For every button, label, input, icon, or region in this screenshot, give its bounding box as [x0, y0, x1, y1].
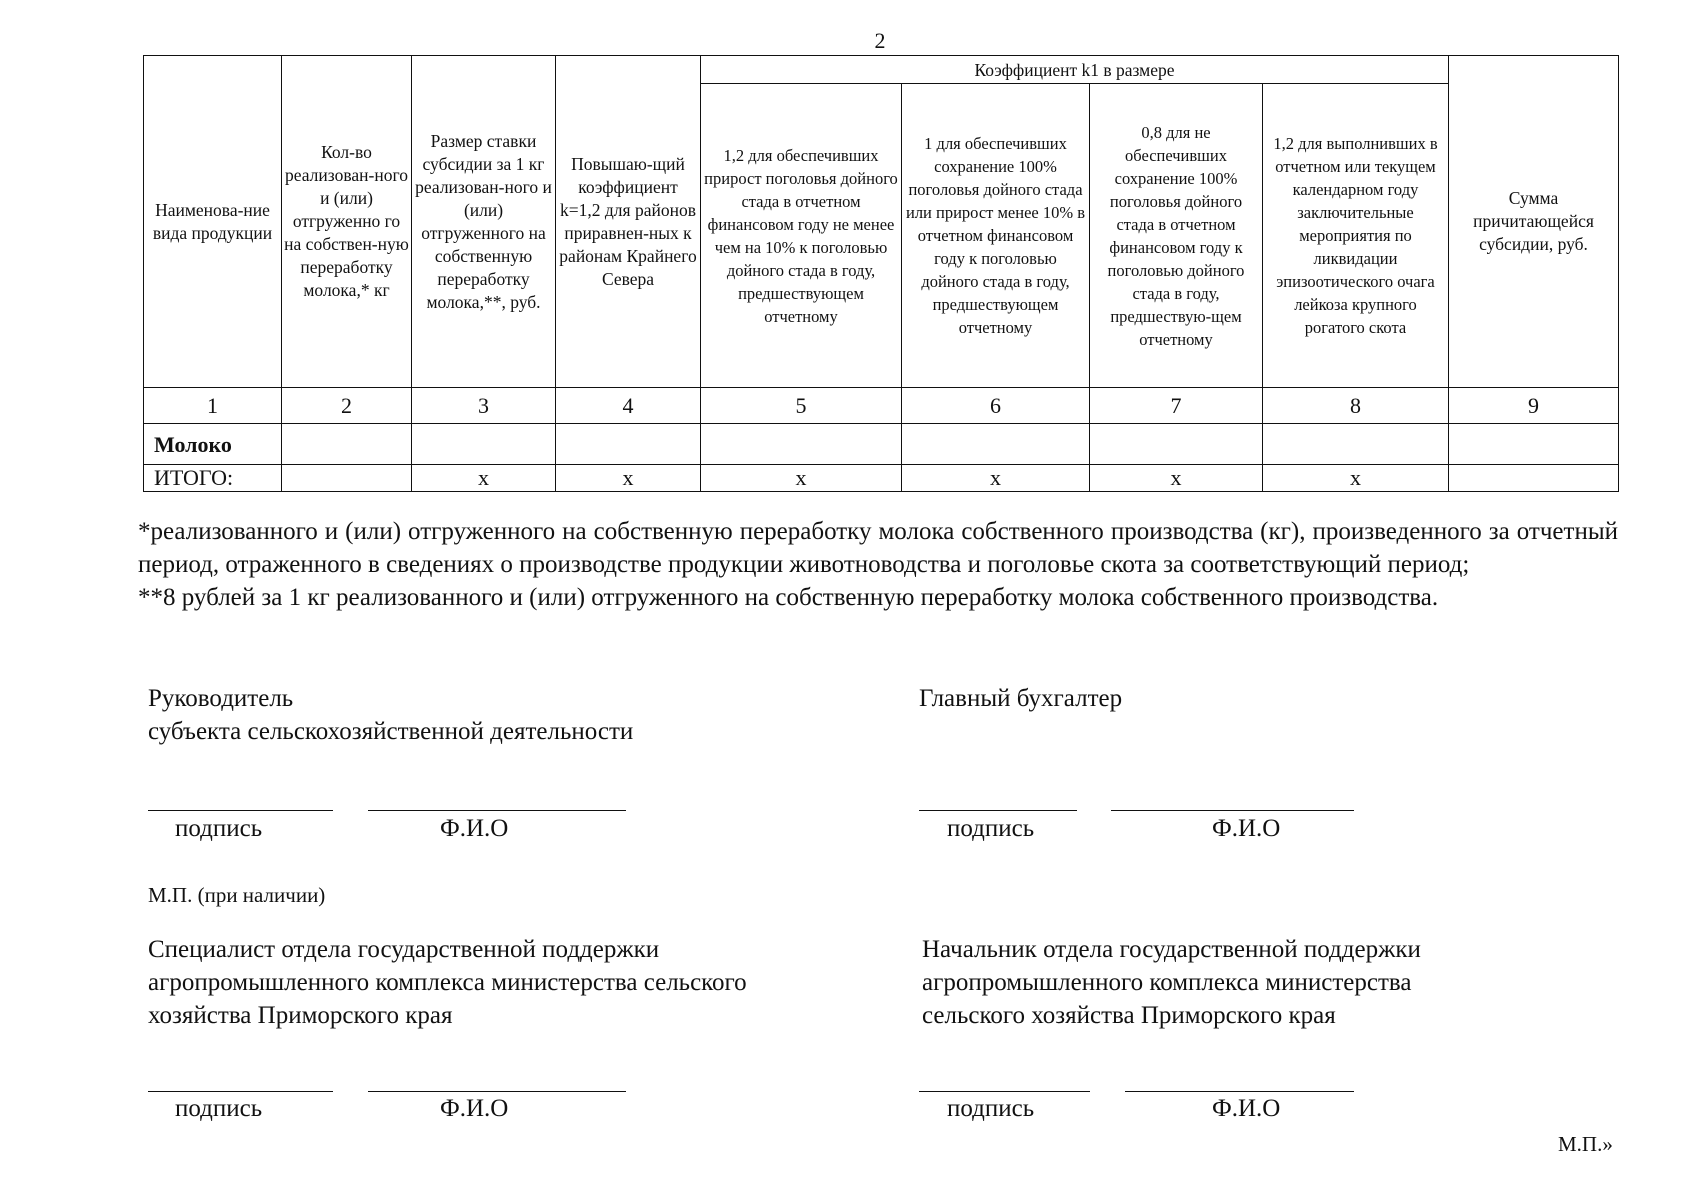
column-number: 6 [902, 388, 1090, 424]
table-cell [701, 424, 902, 465]
header-k1-growth: 1,2 для обеспечивших прирост поголовья дойного стада в отчетном финансовом году не менее чем на 10% к поголовью дойного стада в году, предшествующем отчетному [701, 84, 902, 388]
subsidy-table [143, 55, 1619, 492]
specialist-title-line2: агропромышленного комплекса министерства сельского [148, 969, 747, 996]
table-cell [1263, 424, 1449, 465]
column-number: 2 [282, 388, 412, 424]
column-number: 9 [1449, 388, 1619, 424]
footnote-quantity: *реализованного и (или) отгруженного на собственную переработку молока собственного производства (кг), произведенного за отчетный период, отраженного в сведениях о производстве продукции животноводства и поголовье скота за соответствующий период; [138, 518, 1618, 578]
table-cell: х [412, 465, 556, 492]
column-number: 8 [1263, 388, 1449, 424]
specialist-title-line1: Специалист отдела государственной поддержки [148, 936, 660, 963]
signature-line [148, 810, 333, 811]
signature-caption: подпись [947, 815, 1035, 842]
table-cell: х [902, 465, 1090, 492]
header-product-name: Наименова-ние вида продукции [144, 56, 282, 388]
column-number: 4 [556, 388, 701, 424]
name-caption: Ф.И.О [440, 1095, 509, 1122]
column-number: 3 [412, 388, 556, 424]
signature-caption: подпись [175, 1095, 263, 1122]
specialist-title-line3: хозяйства Приморского края [148, 1002, 453, 1029]
header-north-coefficient: Повышаю-щий коэффициент k=1,2 для районов приравнен-ных к районам Крайнего Севера [556, 56, 701, 388]
page-number: 2 [874, 28, 886, 53]
table-cell [1090, 424, 1263, 465]
footnotes [138, 515, 1618, 614]
column-number: 1 [144, 388, 282, 424]
table-cell [1449, 465, 1619, 492]
name-caption: Ф.И.О [1212, 1095, 1281, 1122]
table-cell [282, 465, 412, 492]
signature-line [148, 1091, 333, 1092]
chief-title-line1: Начальник отдела государственной поддержки [922, 936, 1421, 963]
table-cell [1449, 424, 1619, 465]
table-cell [902, 424, 1090, 465]
table-row [144, 465, 1619, 492]
closing-stamp: М.П.» [1558, 1132, 1613, 1156]
header-k1-group: Коэффициент k1 в размере [701, 56, 1449, 84]
signature-line [919, 1091, 1090, 1092]
table-cell: х [1090, 465, 1263, 492]
name-caption: Ф.И.О [1212, 815, 1281, 842]
chief-title-line2: агропромышленного комплекса министерства [922, 969, 1412, 996]
header-k1-preservation: 1 для обеспечивших сохранение 100% поголовья дойного стада или прирост менее 10% в отчетном финансовом году к поголовью дойного стада в году, предшествующем отчетному [902, 84, 1090, 388]
header-subsidy-sum: Сумма причитающейся субсидии, руб. [1449, 56, 1619, 388]
chief-title-line3: сельского хозяйства Приморского края [922, 1002, 1336, 1029]
signature-line [919, 810, 1077, 811]
head-title-line2: субъекта сельскохозяйственной деятельности [148, 718, 634, 745]
header-quantity: Кол-во реализован-ного и (или) отгруженно го на собствен-ную переработку молока,* кг [282, 56, 412, 388]
name-line [368, 810, 626, 811]
name-line [368, 1091, 626, 1092]
table-cell [556, 424, 701, 465]
header-k1-not-preserved: 0,8 для не обеспечивших сохранение 100% поголовья дойного стада в отчетном финансовом году к поголовью дойного стада в году, предшествую-щем отчетному [1090, 84, 1263, 388]
table-cell: х [701, 465, 902, 492]
footnote-rate: **8 рублей за 1 кг реализованного и (или) отгруженного на собственную переработку молока собственного производства. [138, 584, 1439, 611]
column-number: 5 [701, 388, 902, 424]
header-k1-leukosis: 1,2 для выполнивших в отчетном или текущем календарном году заключительные мероприятия по ликвидации эпизоотического очага лейкоза крупного рогатого скота [1263, 84, 1449, 388]
table-cell: х [556, 465, 701, 492]
column-number: 7 [1090, 388, 1263, 424]
table-cell: х [1263, 465, 1449, 492]
signature-caption: подпись [947, 1095, 1035, 1122]
name-line [1111, 810, 1354, 811]
accountant-title: Главный бухгалтер [919, 685, 1123, 712]
row-label: Молоко [144, 424, 282, 465]
table-cell [282, 424, 412, 465]
name-line [1125, 1091, 1354, 1092]
signature-caption: подпись [175, 815, 263, 842]
row-label: ИТОГО: [144, 465, 282, 492]
head-title-line1: Руководитель [148, 685, 294, 712]
header-rate: Размер ставки субсидии за 1 кг реализован-ного и (или) отгруженного на собственную переработку молока,**, руб. [412, 56, 556, 388]
stamp-note: М.П. (при наличии) [148, 883, 326, 907]
table-row [144, 424, 1619, 465]
table-cell [412, 424, 556, 465]
name-caption: Ф.И.О [440, 815, 509, 842]
